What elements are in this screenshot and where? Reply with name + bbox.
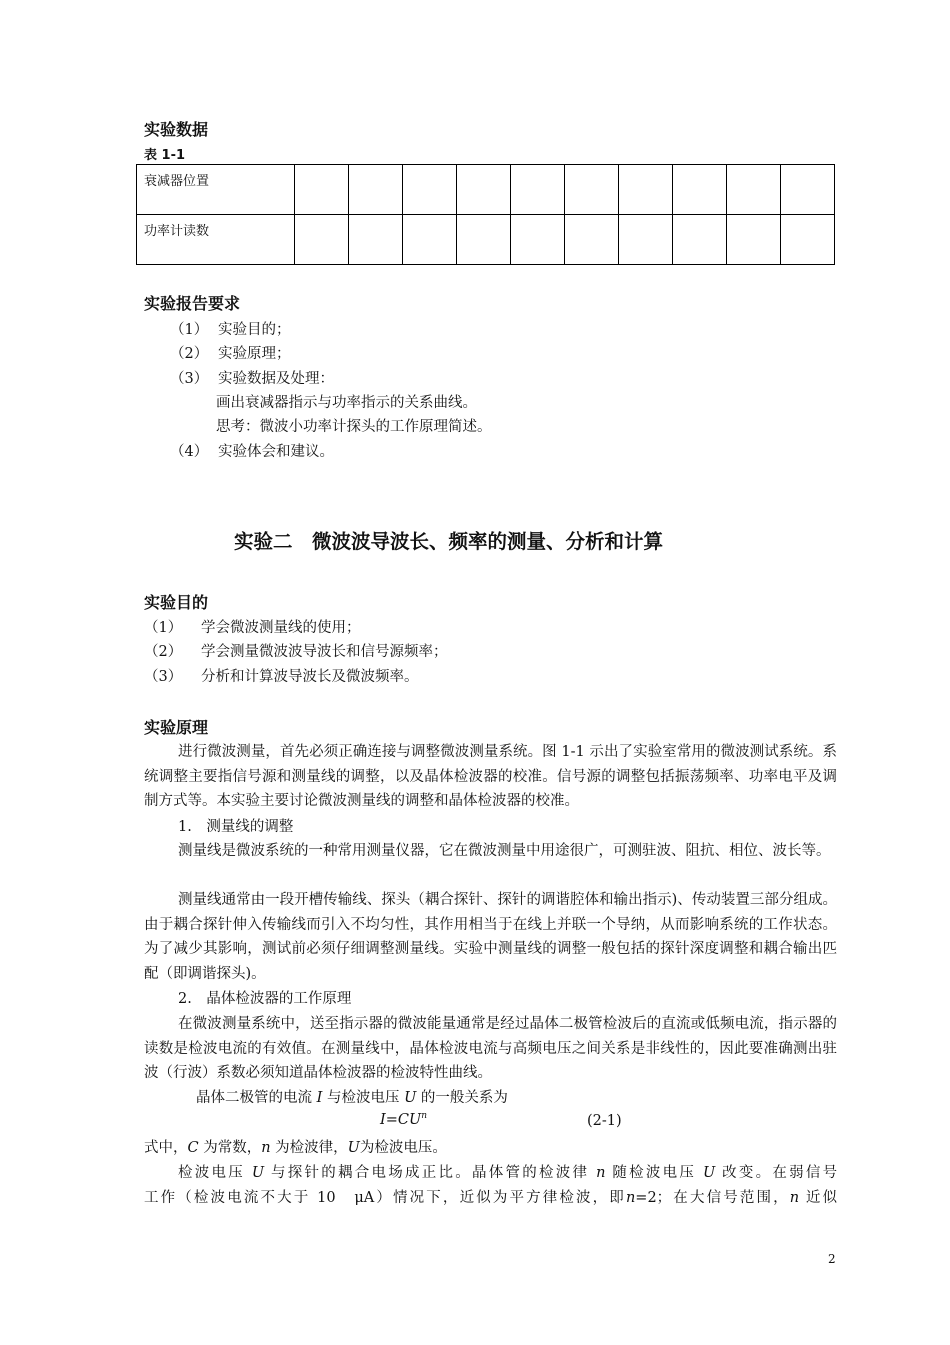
list-item <box>144 640 448 661</box>
formula-exponent: n <box>421 1111 427 1121</box>
symbol-U: U <box>347 1140 360 1156</box>
table-cell <box>781 215 835 265</box>
table-cell-label: 衰减器位置 <box>137 165 295 215</box>
symbol-I: I <box>316 1090 323 1106</box>
list-number: （1） <box>144 620 183 636</box>
paragraph: 在微波测量系统中，送至指示器的微波能量通常是经过晶体二极管检波后的直流或低频电流，指示器的读数是检波电流的有效值。在测量线中，晶体检波电流与高频电压之间关系是非线性的，因此要准确测出驻波（行波）系数必须知道晶体检波器的检波特性曲线。 <box>144 1016 837 1081</box>
table-cell <box>349 165 403 215</box>
table-cell <box>565 215 619 265</box>
symbol-U: U <box>404 1090 417 1106</box>
list-item <box>144 665 419 686</box>
list-number: （2） <box>170 346 209 362</box>
list-number: （2） <box>144 644 183 660</box>
symbol-n: n <box>625 1190 636 1206</box>
text-span: =2；在大信号范围， <box>635 1190 790 1206</box>
symbol-U: U <box>703 1165 716 1181</box>
table-label: 表 1-1 <box>144 148 186 163</box>
list-subitem: 画出衰减器指示与功率指示的关系曲线。 <box>216 395 477 411</box>
list-item <box>170 342 291 363</box>
text-span: 近似 <box>805 1190 838 1206</box>
text-span: 与检波电压 <box>326 1090 400 1106</box>
list-text: 学会微波测量线的使用； <box>201 620 361 636</box>
table-cell <box>403 165 457 215</box>
list-text: 分析和计算波导波长及微波频率。 <box>201 669 419 685</box>
text-span: 晶体二极管的电流 <box>196 1090 312 1106</box>
list-text: 实验原理； <box>218 346 291 362</box>
table-cell <box>781 165 835 215</box>
table-cell <box>295 165 349 215</box>
purpose-heading: 实验目的 <box>144 593 209 612</box>
experiment-title: 实验二 微波波导波长、频率的测量、分析和计算 <box>234 530 664 553</box>
table-cell <box>619 165 673 215</box>
list-text: 实验目的； <box>218 322 291 338</box>
subheading: 2. 晶体检波器的工作原理 <box>178 991 352 1007</box>
table-row <box>137 215 835 265</box>
table-cell <box>457 165 511 215</box>
table-cell-label: 功率计读数 <box>137 215 295 265</box>
list-item <box>144 616 361 637</box>
list-text: 学会测量微波波导波长和信号源频率； <box>201 644 448 660</box>
text-span: 改变。在弱信号 <box>722 1165 838 1181</box>
data-heading: 实验数据 <box>144 120 209 139</box>
list-item <box>170 440 334 461</box>
list-text: 实验体会和建议。 <box>218 444 334 460</box>
list-number: （4） <box>170 444 209 460</box>
text-span: 为常数， <box>203 1140 262 1156</box>
table-cell <box>295 215 349 265</box>
text-span: 的一般关系为 <box>420 1090 508 1106</box>
formula-legend <box>144 1136 447 1161</box>
table-cell <box>349 215 403 265</box>
formula-base: I=CU <box>380 1111 422 1128</box>
table-cell <box>727 165 781 215</box>
symbol-n: n <box>789 1190 800 1206</box>
list-item <box>170 367 334 388</box>
table-cell <box>673 215 727 265</box>
table-cell <box>727 215 781 265</box>
subheading: 1. 测量线的调整 <box>178 819 294 835</box>
list-item <box>170 318 291 339</box>
list-number: （1） <box>170 322 209 338</box>
text-span: 式中， <box>144 1140 188 1156</box>
table-cell <box>673 165 727 215</box>
text-span: 与探针的耦合电场成正比。晶体管的检波律 <box>271 1165 590 1181</box>
principle-heading: 实验原理 <box>144 718 209 737</box>
table-row <box>137 165 835 215</box>
list-number: （3） <box>144 669 183 685</box>
table-cell <box>619 215 673 265</box>
list-number: （3） <box>170 371 209 387</box>
text-span: 随检波电压 <box>612 1165 697 1181</box>
symbol-U: U <box>251 1165 265 1181</box>
report-heading: 实验报告要求 <box>144 294 241 313</box>
table-cell <box>403 215 457 265</box>
list-subitem: 思考：微波小功率计探头的工作原理简述。 <box>216 419 492 435</box>
paragraph: 进行微波测量，首先必须正确连接与调整微波测量系统。图 1-1 示出了实验室常用的微波测试系统。系统调整主要指信号源和测量线的调整，以及晶体检波器的校准。信号源的调整包括振荡频率、功率电平及调制方式等。本实验主要讨论微波测量线的调整和晶体检波器的校准。 <box>144 744 837 809</box>
table-cell <box>511 215 565 265</box>
text-span: 为检波律， <box>275 1140 348 1156</box>
equation-number: (2-1) <box>587 1113 622 1129</box>
table-cell <box>511 165 565 215</box>
text-span: 工作（检波电流不大于 10 μA）情况下，近似为平方律检波，即 <box>144 1190 626 1206</box>
page-number: 2 <box>828 1252 836 1266</box>
text-span: 为检波电压。 <box>359 1140 447 1156</box>
data-table <box>136 164 835 265</box>
text-span: 检波电压 <box>178 1165 246 1181</box>
paragraph: 测量线通常由一段开槽传输线、探头（耦合探针、探针的调谐腔体和输出指示)、传动装置三部分组成。由于耦合探针伸入传输线而引入不均匀性，其作用相当于在线上并联一个导纳，从而影响系统的工作状态。为了减少其影响，测试前必须仔细调整测量线。实验中测量线的调整一般包括的探针深度调整和耦合输出匹配（即调谐探头)。 <box>144 892 837 982</box>
symbol-n: n <box>596 1165 606 1181</box>
list-text: 实验数据及处理： <box>218 371 334 387</box>
symbol-n: n <box>261 1140 271 1156</box>
table-cell <box>457 215 511 265</box>
paragraph: 测量线是微波系统的一种常用测量仪器，它在微波测量中用途很广，可测驻波、阻抗、相位、波长等。 <box>178 843 831 859</box>
paragraph-line <box>178 1161 837 1186</box>
table-cell <box>565 165 619 215</box>
formula <box>380 1111 427 1128</box>
formula-intro <box>196 1086 508 1111</box>
paragraph-line <box>144 1186 837 1211</box>
symbol-C: C <box>187 1140 199 1156</box>
